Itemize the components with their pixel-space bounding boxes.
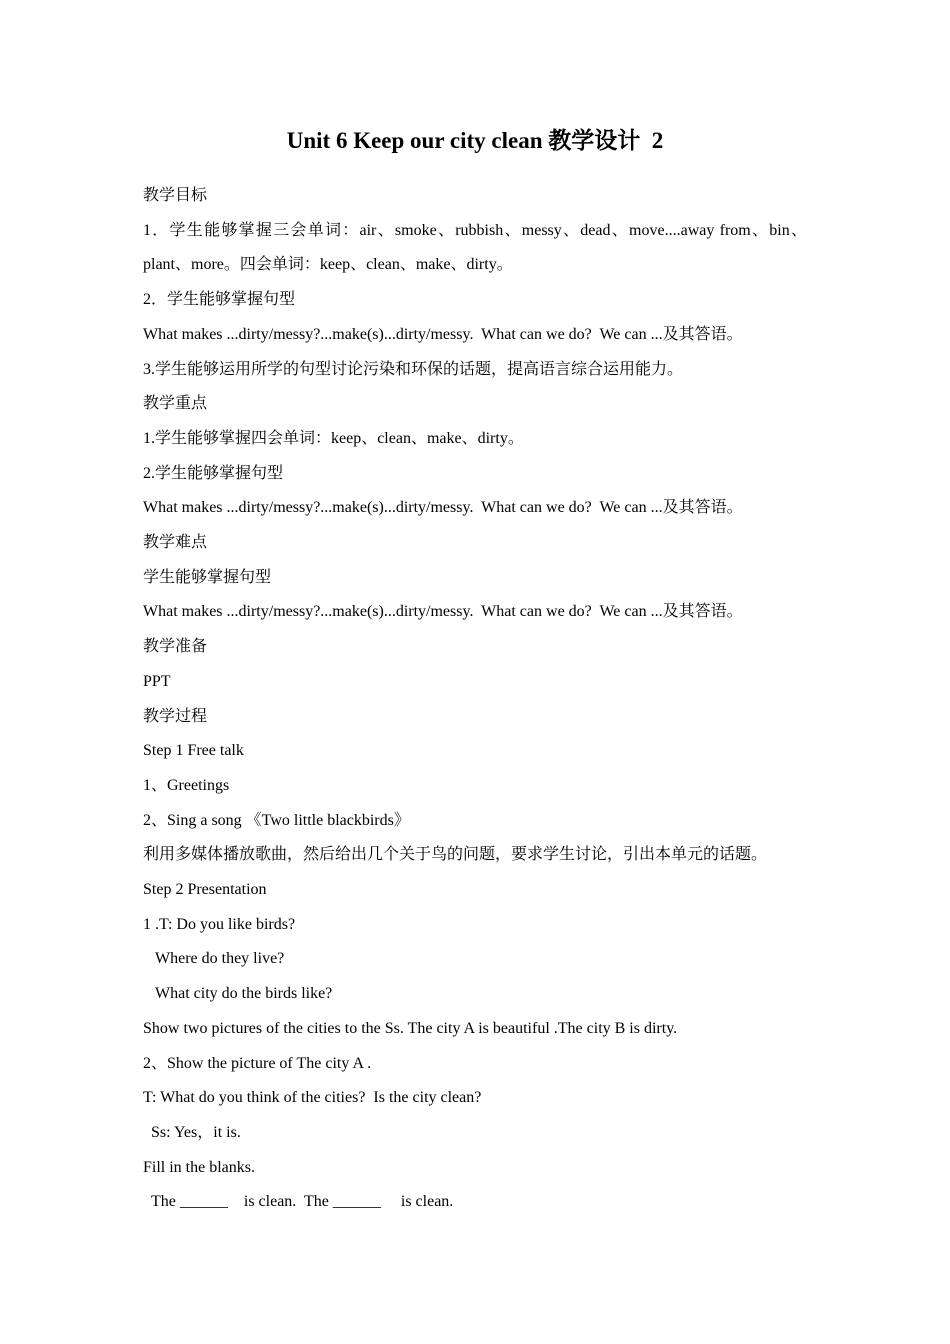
- paragraph: What makes ...dirty/messy?...make(s)...dirty/messy. What can we do? We can ...及其答语。: [143, 603, 743, 621]
- paragraph: What city do the birds like?: [143, 985, 333, 1003]
- paragraph: Step 2 Presentation: [143, 881, 267, 899]
- paragraph: 教学重点: [143, 395, 208, 413]
- paragraph: 1 .T: Do you like birds?: [143, 915, 296, 933]
- paragraph: 2.学生能够掌握句型: [143, 464, 284, 482]
- paragraph: 教学准备: [143, 638, 208, 656]
- paragraph: What makes ...dirty/messy?...make(s)...dirty/messy. What can we do? We can ...及其答语。: [143, 325, 743, 343]
- paragraph: 3.学生能够运用所学的句型讨论污染和环保的话题，提高语言综合运用能力。: [143, 360, 684, 378]
- paragraph: What makes ...dirty/messy?...make(s)...dirty/messy. What can we do? We can ...及其答语。: [143, 499, 743, 517]
- paragraph: 利用多媒体播放歌曲，然后给出几个关于鸟的问题，要求学生讨论，引出本单元的话题。: [143, 846, 768, 864]
- paragraph: Fill in the blanks.: [143, 1158, 255, 1176]
- paragraph: Step 1 Free talk: [143, 742, 244, 760]
- paragraph: 1．学生能够掌握三会单词：air、smoke、rubbish、messy、dead、move....away from、bin、plant、more。四会单词：keep、clean、make、dirty。: [143, 221, 807, 274]
- paragraph: Where do they live?: [143, 950, 285, 968]
- paragraph: 1.学生能够掌握四会单词：keep、clean、make、dirty。: [143, 429, 524, 447]
- paragraph: 学生能够掌握句型: [143, 568, 272, 586]
- paragraph: 教学难点: [143, 534, 208, 552]
- paragraph: The ______ is clean. The ______ is clean.: [143, 1193, 454, 1211]
- document-title: Unit 6 Keep our city clean 教学设计 2: [286, 128, 664, 153]
- paragraph: T: What do you think of the cities? Is the city clean?: [143, 1089, 482, 1107]
- paragraph: 2、Show the picture of The city A .: [143, 1054, 372, 1072]
- paragraph: 教学目标: [143, 187, 208, 204]
- document-body: [143, 179, 807, 1220]
- paragraph: 2、Sing a song 《Two little blackbirds》: [143, 811, 410, 829]
- paragraph: 1、Greetings: [143, 776, 230, 794]
- paragraph: PPT: [143, 672, 171, 690]
- paragraph: 教学过程: [143, 707, 208, 725]
- paragraph: Show two pictures of the cities to the Ss. The city A is beautiful .The city B is dirty.: [143, 1019, 678, 1037]
- paragraph: Ss: Yes，it is.: [143, 1123, 241, 1141]
- paragraph: 2．学生能够掌握句型: [143, 291, 296, 309]
